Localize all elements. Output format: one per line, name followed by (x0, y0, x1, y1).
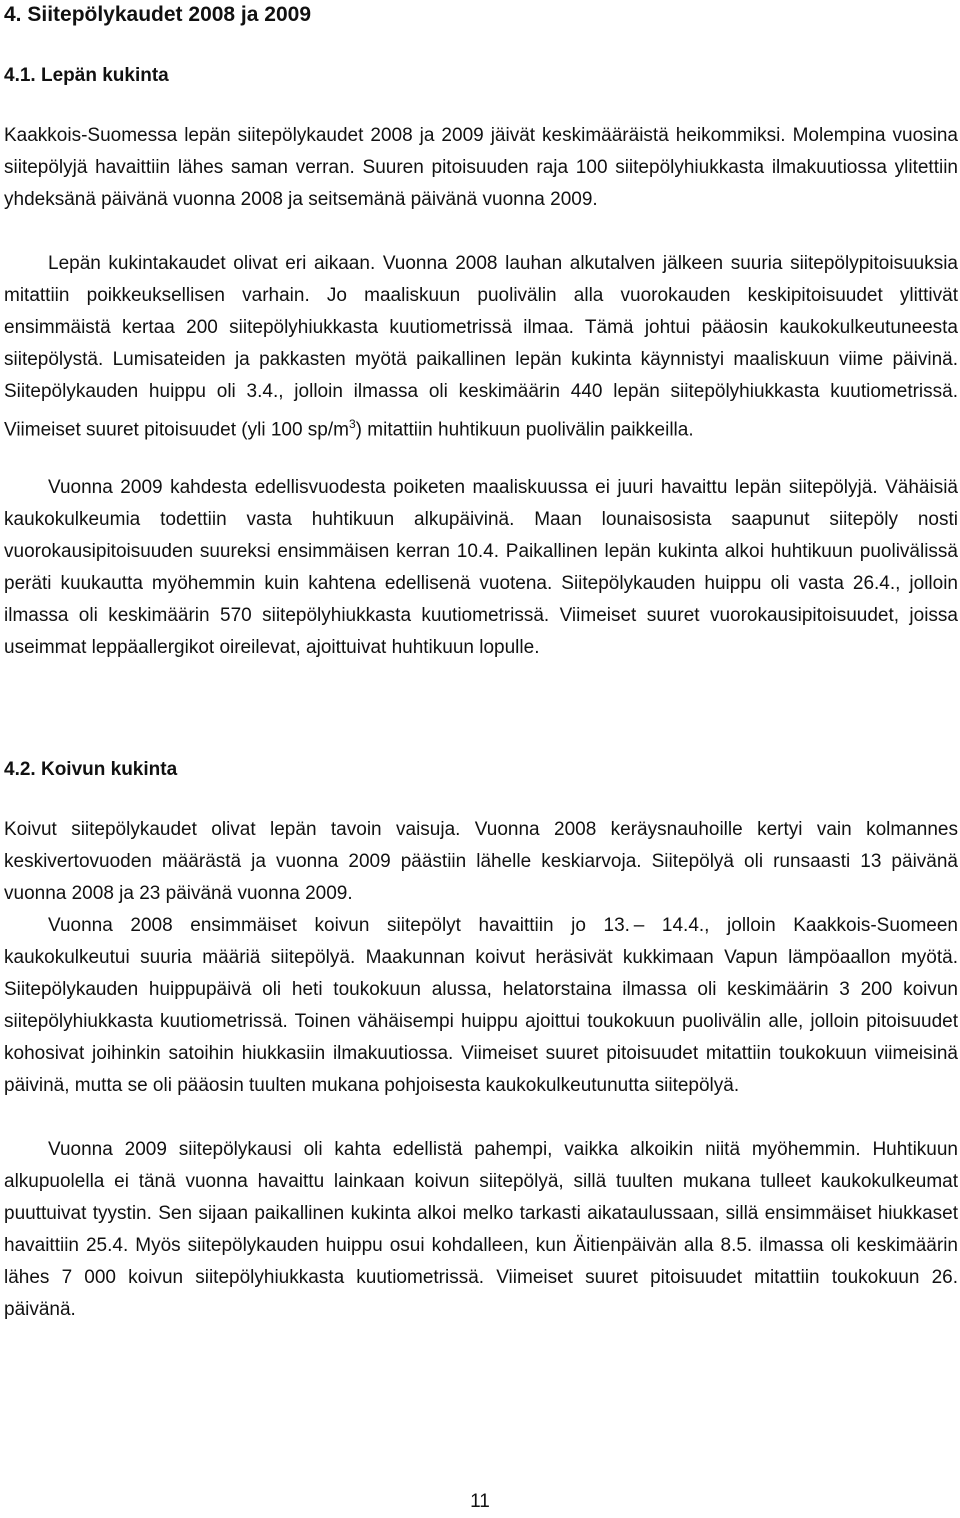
paragraph-koivu-1: Koivut siitepölykaudet olivat lepän tavoin vaisuja. Vuonna 2008 keräysnauhoille kertyi vain kolmannes keskivertovuoden määrästä ja vuonna 2009 päästiin lähelle keskiarvoja. Siitepölyä oli runsaasti 13 päivänä vuonna 2008 ja 23 päivänä vuonna 2009. (4, 819, 958, 904)
page-number: 11 (470, 1491, 490, 1512)
paragraph-lepan-1: Kaakkois-Suomessa lepän siitepölykaudet 2008 ja 2009 jäivät keskimääräistä heikommiksi. Molempina vuosina siitepölyjä havaittiin lähes saman verran. Suuren pitoisuuden raja 100 siitepölyhiukkasta ilmakuutiossa ylitettiin yhdeksänä päivänä vuonna 2008 ja seitsemänä päivänä vuonna 2009. (4, 125, 958, 210)
paragraph-lepan-2 (4, 248, 958, 446)
superscript-exponent: 3 (348, 417, 356, 431)
paragraph-koivu-2: Vuonna 2008 ensimmäiset koivun siitepölyt havaittiin jo 13. – 14.4., jolloin Kaakkois-Suomeen kaukokulkeutui suuria määriä siitepölyä. Maakunnan koivut heräsivät kukkimaan Vapun lämpöaallon myötä. Siitepölykauden huippupäivä oli heti toukokuun alussa, helatorstaina ilmassa oli keskimäärin 3 200 koivun siitepölyhiukkasta kuutiometrissä. Toinen vähäisempi huippu ajoittui toukokuun puolivälin alle, jolloin pitoisuudet kohosivat joihinkin satoihin hiukkasiin ilmakuutiossa. Viimeiset suuret pitoisuudet mitattiin toukokuun viimeisinä päivinä, mutta se oli pääosin tuulten mukana pohjoisesta kaukokulkeutunutta siitepölyä. (4, 915, 958, 1096)
paragraph-lepan-2-tail: ) mitattiin huhtikuun puolivälin paikkeilla. (355, 419, 694, 441)
paragraph-lepan-3: Vuonna 2009 kahdesta edellisvuodesta poiketen maaliskuussa ei juuri havaittu lepän siitepölyjä. Vähäisiä kaukokulkeumia todettiin vasta huhtikuun alkupäivinä. Maan lounaisosista saapunut siitepöly nosti vuorokausipitoisuuden suureksi ensimmäisen kerran 10.4. Paikallinen lepän kukinta alkoi huhtikuun puolivälissä peräti kuukautta myöhemmin kuin kahtena edellisenä vuotena. Siitepölykauden huippu oli vasta 26.4., jolloin ilmassa oli keskimäärin 570 siitepölyhiukkasta kuutiometrissä. Viimeiset suuret vuorokausipitoisuudet, joissa useimmat leppäallergikot oireilevat, ajoittuivat huhtikuun lopulle. (4, 477, 958, 658)
paragraph-lepan-2-text: Lepän kukintakaudet olivat eri aikaan. Vuonna 2008 lauhan alkutalven jälkeen suuria siitepölypitoisuuksia mitattiin poikkeuksellisen varhain. Jo maaliskuun puolivälin alla vuorokauden keskipitoisuudet ylittivät ensimmäistä kertaa 200 siitepölyhiukkasta kuutiometrissä ilmaa. Tämä johtui pääosin kaukokulkeutuneesta siitepölystä. Lumisateiden ja pakkasten myötä paikallinen lepän kukinta käynnistyi maaliskuun viime päivinä. Siitepölykauden huippu oli 3.4., jolloin ilmassa oli keskimäärin 440 lepän siitepölyhiukkasta kuutiometrissä. Viimeiset suuret pitoisuudet (yli 100 sp/m (4, 253, 958, 441)
page-title: 4. Siitepölykaudet 2008 ja 2009 (4, 3, 312, 26)
paragraph-koivu-3: Vuonna 2009 siitepölykausi oli kahta edellistä pahempi, vaikka alkoikin niitä myöhemmin. Huhtikuun alkupuolella ei tänä vuonna havaittu lainkaan koivun siitepölyä, sillä tuulten mukana tulleet kaukokulkeumat puuttuivat tyystin. Sen sijaan paikallinen kukinta alkoi melko tarkasti aikataulussaan, sillä ensimmäiset hiukkaset havaittiin 25.4. Myös siitepölykauden huippu osui kohdalleen, kun Äitienpäivän alla 8.5. ilmassa oli keskimäärin lähes 7 000 koivun siitepölyhiukkasta kuutiometrissä. Viimeiset suuret pitoisuudet mitattiin toukokuun 26. päivänä. (4, 1139, 958, 1320)
section-heading-lepan-kukinta: 4.1. Lepän kukinta (4, 65, 169, 86)
section-heading-koivun-kukinta: 4.2. Koivun kukinta (4, 759, 178, 780)
